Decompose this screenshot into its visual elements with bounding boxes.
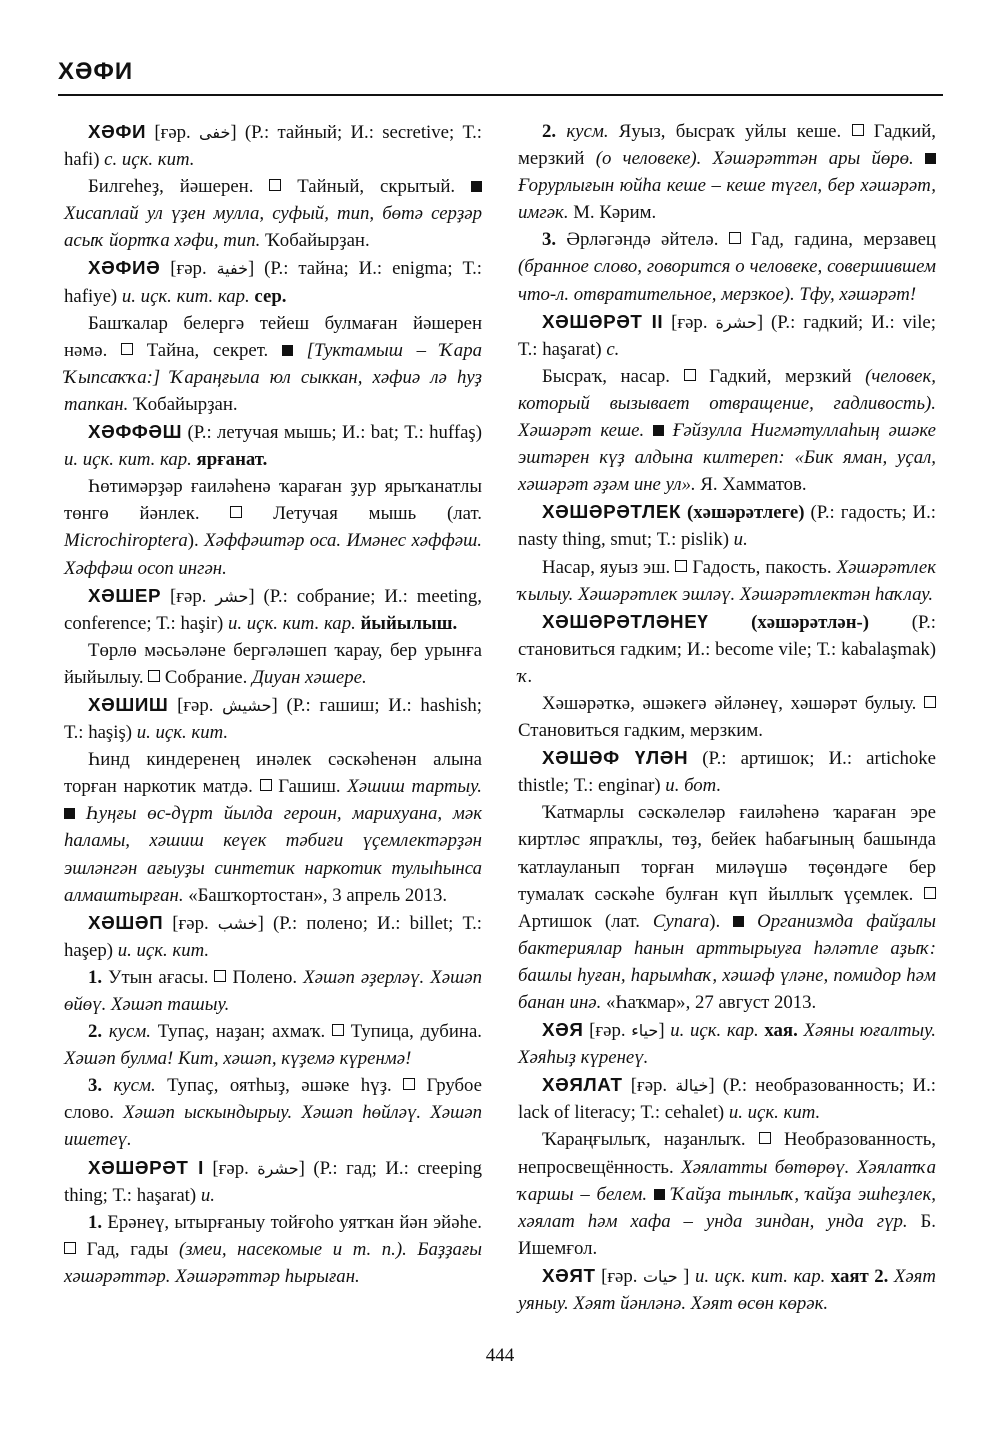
russian-translation-marker-icon	[64, 1242, 76, 1254]
body-text: ] (Р.: гад; И.: creeping thing; Т.: haşarat)	[64, 1157, 482, 1206]
body-text: ] (Р.: тайный; И.: secretive; Т.: hafi)	[64, 122, 482, 171]
italic-text: Хәшәп булма! Кит, хәшәп, күҙемә күренмә!	[64, 1048, 412, 1070]
example-citation-marker-icon	[653, 425, 664, 436]
italic-text: Диуан хәшере.	[251, 666, 367, 688]
dictionary-paragraph	[64, 173, 482, 254]
body-text: Тупаҫ, наҙан; ахмаҡ.	[150, 1021, 332, 1043]
bold-text: (хәшәрәтлеге)	[687, 502, 805, 524]
body-text: Тупаҫ, оятһыҙ, әшәке һүҙ.	[155, 1075, 404, 1097]
headword: ХӘЯЛАТ	[542, 1074, 623, 1096]
italic-text: Һуңғы өс-дүрт йылда героин, марихуана, мәк һаламы, хәшиш кеүек тәбиғи үҫемлектәрҙән эшләнгән ағыуҙы синтетик наркотик тулыһынса алмаштырған.	[64, 803, 482, 906]
arabic-etymon: حشیش	[222, 695, 272, 715]
russian-translation-marker-icon	[684, 369, 696, 381]
body-text: Башҡалар белергә тейеш булмаған йәшерен нәмә.	[64, 312, 482, 361]
dictionary-paragraph	[518, 308, 936, 363]
italic-text: кусм.	[102, 1021, 151, 1043]
italic-text: ҡ.	[518, 665, 533, 687]
italic-text: Хәшәп әҙерләү. Хәшәп өйөү. Хәшәп ташыу.	[64, 966, 482, 1015]
body-text: [ғәр.	[168, 694, 223, 716]
body-text: ] (Р.: тайна; И.: enigma; Т.: hafiye)	[64, 258, 482, 307]
italic-text: и.	[733, 529, 748, 551]
italic-text: и. иҫк. кит.	[728, 1102, 821, 1124]
bold-text: (хәшәрәтлән-)	[751, 611, 870, 633]
body-text: Летучая мышь (лат.	[242, 503, 482, 525]
body-text: Хәшәрәткә, әшәкегә әйләнеү, хәшәрәт булыу.	[542, 692, 924, 714]
russian-translation-marker-icon	[403, 1078, 415, 1090]
italic-text: [Туктамыш – Ҡара Ҡыпсаҡҡа:] Ҡараңғыла юл сыккан, хәфиә лә һуҙ тапкан.	[64, 339, 482, 415]
russian-translation-marker-icon	[260, 779, 272, 791]
body-text: [ғәр.	[163, 912, 218, 934]
dictionary-paragraph	[64, 582, 482, 637]
dictionary-paragraph	[64, 254, 482, 309]
dictionary-paragraph	[64, 1072, 482, 1153]
italic-text: (человек, который вызывает отвращение, гадливость). Хәшәрәт кеше.	[518, 365, 936, 442]
russian-translation-marker-icon	[729, 232, 741, 244]
headword: ХӘШӘФ ҮЛӘН	[542, 747, 689, 769]
bold-text: йыйылыш.	[355, 612, 458, 634]
headword: ХӘШӘП	[88, 911, 164, 933]
body-text: Гашиш.	[271, 776, 348, 798]
body-text: [ғәр.	[203, 1157, 258, 1179]
bold-text: хаят 2.	[825, 1265, 889, 1287]
russian-translation-marker-icon	[230, 506, 242, 518]
body-text: [ғәр.	[160, 258, 217, 280]
italic-text: и. иҫк. кар.	[670, 1020, 759, 1042]
headword: ХӘЯТ	[542, 1264, 596, 1286]
body-text: [ғәр.	[161, 585, 216, 607]
arabic-etymon: خشب	[217, 913, 258, 933]
italic-text: и. иҫк. кит. кар.	[64, 449, 192, 471]
example-citation-marker-icon	[64, 808, 75, 819]
italic-text: (змеи, насекомые и т. п.). Баҙҙағы хәшәрәттәр. Хәшәрәттәр һырыған.	[64, 1238, 482, 1287]
arabic-etymon: حیات	[642, 1266, 678, 1286]
right-column	[518, 118, 936, 1317]
dictionary-paragraph	[518, 1262, 936, 1317]
arabic-etymon: خفیة	[216, 259, 248, 279]
body-text: Собрание.	[160, 666, 252, 688]
body-text: Төрлө мәсьәләне бергәләшеп ҡарау, бер урынға йыйылыу.	[64, 639, 482, 688]
italic-text: Хәшәп ыскындырыу. Хәшәп һөйләү. Хәшәп ишетеү.	[64, 1102, 483, 1151]
body-text: «Һаҡмар», 27 август 2013.	[601, 992, 817, 1013]
italic-text: с.	[606, 338, 620, 360]
headword: ХӘФИ	[88, 121, 147, 142]
body-text: ).	[187, 530, 205, 552]
russian-translation-marker-icon	[332, 1024, 344, 1036]
body-text: ] (Р.: полено; И.: billet; Т.: haşep)	[64, 912, 482, 961]
russian-translation-marker-icon	[269, 179, 281, 191]
running-head: ХӘФИ	[58, 58, 134, 85]
body-text: [ғәр.	[622, 1075, 676, 1097]
body-text: Тайный, скрытый.	[281, 176, 471, 198]
dictionary-paragraph	[64, 418, 482, 473]
headword: ХӘФИӘ	[88, 257, 161, 279]
body-text: Становиться гадким, мерзким.	[518, 720, 763, 742]
italic-text: кусм.	[102, 1075, 156, 1097]
headword: ХӘШӘРӘТ I	[88, 1156, 204, 1178]
body-text: Тайна, секрет.	[133, 339, 282, 361]
russian-translation-marker-icon	[121, 343, 133, 355]
italic-text: Microchiroptera	[64, 530, 188, 552]
example-citation-marker-icon	[925, 153, 936, 164]
bold-text: 3.	[542, 229, 557, 251]
body-text: (Р.: становиться гадким; И.: become vile; Т.: kabalaşmak)	[518, 611, 936, 660]
body-text: [ғәр.	[595, 1265, 643, 1287]
italic-text: Ғәйзулла Нигмәтуллаһың әшәке эштәрен күҙ алдына килтереп: «Бик яман, уҫал, хәшәрәт әҙәм ине ул».	[518, 420, 936, 496]
dictionary-paragraph	[64, 964, 482, 1018]
body-text: Ҡобайырҙан.	[128, 393, 238, 415]
example-citation-marker-icon	[471, 181, 482, 192]
italic-text: и. иҫк. кит. кар.	[694, 1265, 826, 1287]
bold-text: хая.	[758, 1020, 798, 1042]
body-text: ]	[658, 1020, 671, 1042]
body-text: Ҡобайырҙан.	[260, 230, 370, 252]
dictionary-paragraph	[64, 1209, 482, 1290]
body-text: (Р.: гадость; И.: nasty thing, smut; Т.: pislik)	[518, 502, 936, 551]
body-text: Һөтимәрҙәр ғаиләһенә ҡараған ҙур ярыҡанатлы төнгө йәнлек.	[64, 476, 482, 525]
italic-text: Хәят уяныу. Хәят йәнләнә. Хәят өсөн көрәк.	[518, 1265, 936, 1315]
russian-translation-marker-icon	[852, 124, 864, 136]
headword: ХӘФФӘШ	[88, 421, 183, 443]
italic-text: кусм.	[556, 121, 609, 142]
body-text: Я. Хамматов.	[695, 474, 807, 496]
body-text: Б. Ишемғол.	[518, 1210, 936, 1259]
headword: ХӘШИШ	[88, 693, 169, 715]
italic-text: Хәшәрәтлек ҡылыу. Хәшәрәтлек эшләү. Хәшәрәтлектән һаҡлау.	[518, 556, 936, 605]
italic-text: Хәшиш тартыу.	[347, 776, 482, 798]
body-text: Насар, яуыз эш.	[542, 556, 676, 578]
dictionary-paragraph	[64, 118, 482, 173]
headword: ХӘШӘРӘТ II	[542, 310, 664, 332]
italic-text: Хисаплай ул үҙен мулла, суфый, тип, бөтә серҙәр асыҡ йортҡа хәфи, тип.	[64, 203, 482, 252]
russian-translation-marker-icon	[148, 670, 160, 682]
body-text: Яуыз, бысраҡ уйлы кеше.	[608, 121, 852, 142]
italic-text: Хәялатты бөтөрөү. Хәялатҡа ҡаршы – белем.	[518, 1156, 937, 1205]
headword: ХӘШӘРӘТЛЕК	[542, 501, 682, 523]
italic-text: и. бот.	[665, 775, 722, 797]
body-text: ] (Р.: собрание; И.: meeting, conference; Т.: haşir)	[64, 585, 482, 634]
arabic-etymon: خیالة	[675, 1076, 709, 1096]
headword: ХӘШӘРӘТЛӘНЕҮ	[542, 610, 709, 632]
dictionary-paragraph	[64, 637, 482, 691]
italic-text: Хәффәштәр оса. Имәнес хәффәш. Хәффәш осоп ингән.	[64, 530, 482, 579]
italic-text: Организмда файҙалы бактериялар һанын арттырыуға һәләтле аҙыҡ: башлы һуған, һарымһаҡ, хәшәф үләне, помидор һәм банан инә.	[518, 910, 936, 1013]
bold-text: 1.	[88, 1211, 103, 1233]
bold-text: сер.	[249, 285, 287, 307]
bold-text: 3.	[88, 1075, 103, 1097]
example-citation-marker-icon	[733, 916, 744, 927]
italic-text: и.	[200, 1184, 215, 1206]
arabic-etymon: خفی	[199, 123, 231, 142]
dictionary-paragraph	[518, 554, 936, 608]
italic-text: Ҡайҙа тынлыҡ, ҡайҙа эшһеҙлек, хәялат һәм хафа – унда зиндан, унда гүр.	[518, 1183, 936, 1232]
body-text: Гад, гады	[76, 1238, 180, 1260]
example-citation-marker-icon	[654, 1189, 665, 1200]
dictionary-paragraph	[518, 118, 936, 226]
body-text: Ҡараңғылыҡ, наҙанлыҡ.	[542, 1129, 759, 1151]
page-number: 444	[485, 1345, 515, 1366]
arabic-etymon: حیاء	[631, 1021, 659, 1041]
body-text: Необразованность, непросвещённость.	[518, 1129, 936, 1178]
body-text: ]	[677, 1265, 695, 1287]
dictionary-paragraph	[518, 363, 936, 498]
body-text: Ерәнеү, ытырғаныу тойғоһо уятҡан йән эйәһе.	[102, 1211, 482, 1233]
header-rule	[58, 94, 943, 96]
body-text: Гадкий, мерзкий	[518, 121, 936, 170]
italic-text: Cynara	[652, 910, 710, 932]
russian-translation-marker-icon	[924, 696, 936, 708]
body-text: Полено.	[226, 966, 304, 988]
body-text: [ғәр.	[663, 311, 716, 333]
body-text: ).	[709, 910, 734, 932]
bold-text: 1.	[88, 966, 103, 988]
italic-text: и. иҫк. кит.	[117, 939, 210, 961]
italic-text: Хәяны юғалтыу. Хәяһыҙ күренеү.	[518, 1020, 937, 1069]
body-text: Гадость, пакость.	[687, 556, 837, 578]
dictionary-paragraph	[518, 744, 936, 799]
russian-translation-marker-icon	[675, 560, 687, 572]
body-text: «Башҡортостан», 3 апрель 2013.	[183, 884, 448, 906]
body-text: Билгеһеҙ, йәшерен.	[88, 176, 270, 198]
body-text: Бысраҡ, насар.	[542, 365, 684, 387]
dictionary-paragraph	[518, 226, 936, 307]
dictionary-paragraph	[64, 1018, 482, 1072]
arabic-etymon: حشر	[215, 586, 249, 606]
arabic-etymon: حشرة	[715, 312, 757, 332]
body-text: Гадкий, мерзкий	[695, 365, 866, 387]
italic-text: и. иҫк. кит. кар.	[121, 285, 250, 307]
dictionary-paragraph	[64, 909, 482, 964]
page-header	[58, 58, 943, 96]
body-text: ] (Р.: гашиш; И.: hashish; Т.: haşiş)	[64, 694, 482, 744]
example-citation-marker-icon	[282, 345, 293, 356]
bold-text: 2.	[88, 1021, 103, 1043]
body-text: Әрләгәндә әйтелә.	[556, 229, 729, 251]
body-text: Артишок (лат.	[518, 910, 653, 932]
body-text: Һинд киндеренең инәлек сәскәһенән алына торған наркотик матдә.	[64, 749, 482, 798]
body-text: Тупица, дубина.	[344, 1021, 482, 1043]
dictionary-paragraph	[64, 310, 482, 418]
russian-translation-marker-icon	[214, 970, 226, 982]
body-text: М. Кәрим.	[568, 202, 657, 224]
left-column	[64, 118, 482, 1290]
russian-translation-marker-icon	[924, 887, 936, 899]
headword: ХӘШЕР	[88, 584, 162, 606]
dictionary-paragraph	[64, 473, 482, 581]
dictionary-paragraph	[518, 498, 936, 553]
bold-text: ярғанат.	[191, 449, 268, 471]
bold-text: 2.	[542, 121, 557, 142]
dictionary-paragraph	[518, 608, 936, 690]
dictionary-paragraph	[518, 1016, 936, 1071]
italic-text: (о человеке). Хәшәрәттән ары йөрө.	[595, 148, 925, 170]
body-text: [ғәр.	[146, 122, 200, 143]
headword: ХӘЯ	[542, 1019, 584, 1041]
italic-text: Ғорурлығын юйһа кеше – кеше түгел, бер хәшәрәт, имгәк.	[518, 175, 936, 224]
body-text: (Р.: артишок; И.: artichoke thistle; Т.: enginar)	[518, 748, 937, 797]
dictionary-paragraph	[518, 690, 936, 744]
italic-text: и. иҫк. кит.	[136, 722, 229, 744]
body-text: Гад, гадина, мерзавец	[740, 229, 936, 251]
body-text	[708, 612, 751, 633]
body-text: (Р.: летучая мышь; И.: bat; Т.: huffaş)	[182, 422, 482, 444]
body-text: ] (Р.: гадкий; И.: vile; Т.: haşarat)	[518, 311, 936, 360]
body-text: Ҡатмарлы сәскәлеләр ғаиләһенә ҡараған эре киртләс япраҡлы, төҙ, бейек һабағының башында ҡатлауланып торған миләүшә төҫөндәге бер тумалаҡ сәскәһе булған күп йыллыҡ үҫемлек.	[518, 802, 936, 905]
italic-text: (бранное слово, говорится о человеке, совершившем что-л. отвратительное, мерзкое). Тфу, хәшәрәт!	[518, 256, 936, 305]
italic-text: с. иҫк. кит.	[104, 149, 195, 171]
body-text: [ғәр.	[583, 1020, 632, 1042]
dictionary-paragraph	[64, 691, 482, 746]
dictionary-paragraph	[64, 746, 482, 909]
body-text: ] (Р.: необразованность; И.: lack of literacy; Т.: cehalet)	[518, 1075, 936, 1124]
body-text: Утын ағасы.	[102, 966, 215, 988]
dictionary-paragraph	[518, 1126, 936, 1261]
dictionary-paragraph	[518, 799, 936, 1016]
dictionary-paragraph	[518, 1071, 936, 1126]
russian-translation-marker-icon	[759, 1132, 771, 1144]
body-text: Грубое слово.	[64, 1075, 482, 1124]
dictionary-paragraph	[64, 1154, 482, 1209]
italic-text: и. иҫк. кит. кар.	[227, 612, 356, 634]
arabic-etymon: حشرة	[257, 1158, 299, 1178]
